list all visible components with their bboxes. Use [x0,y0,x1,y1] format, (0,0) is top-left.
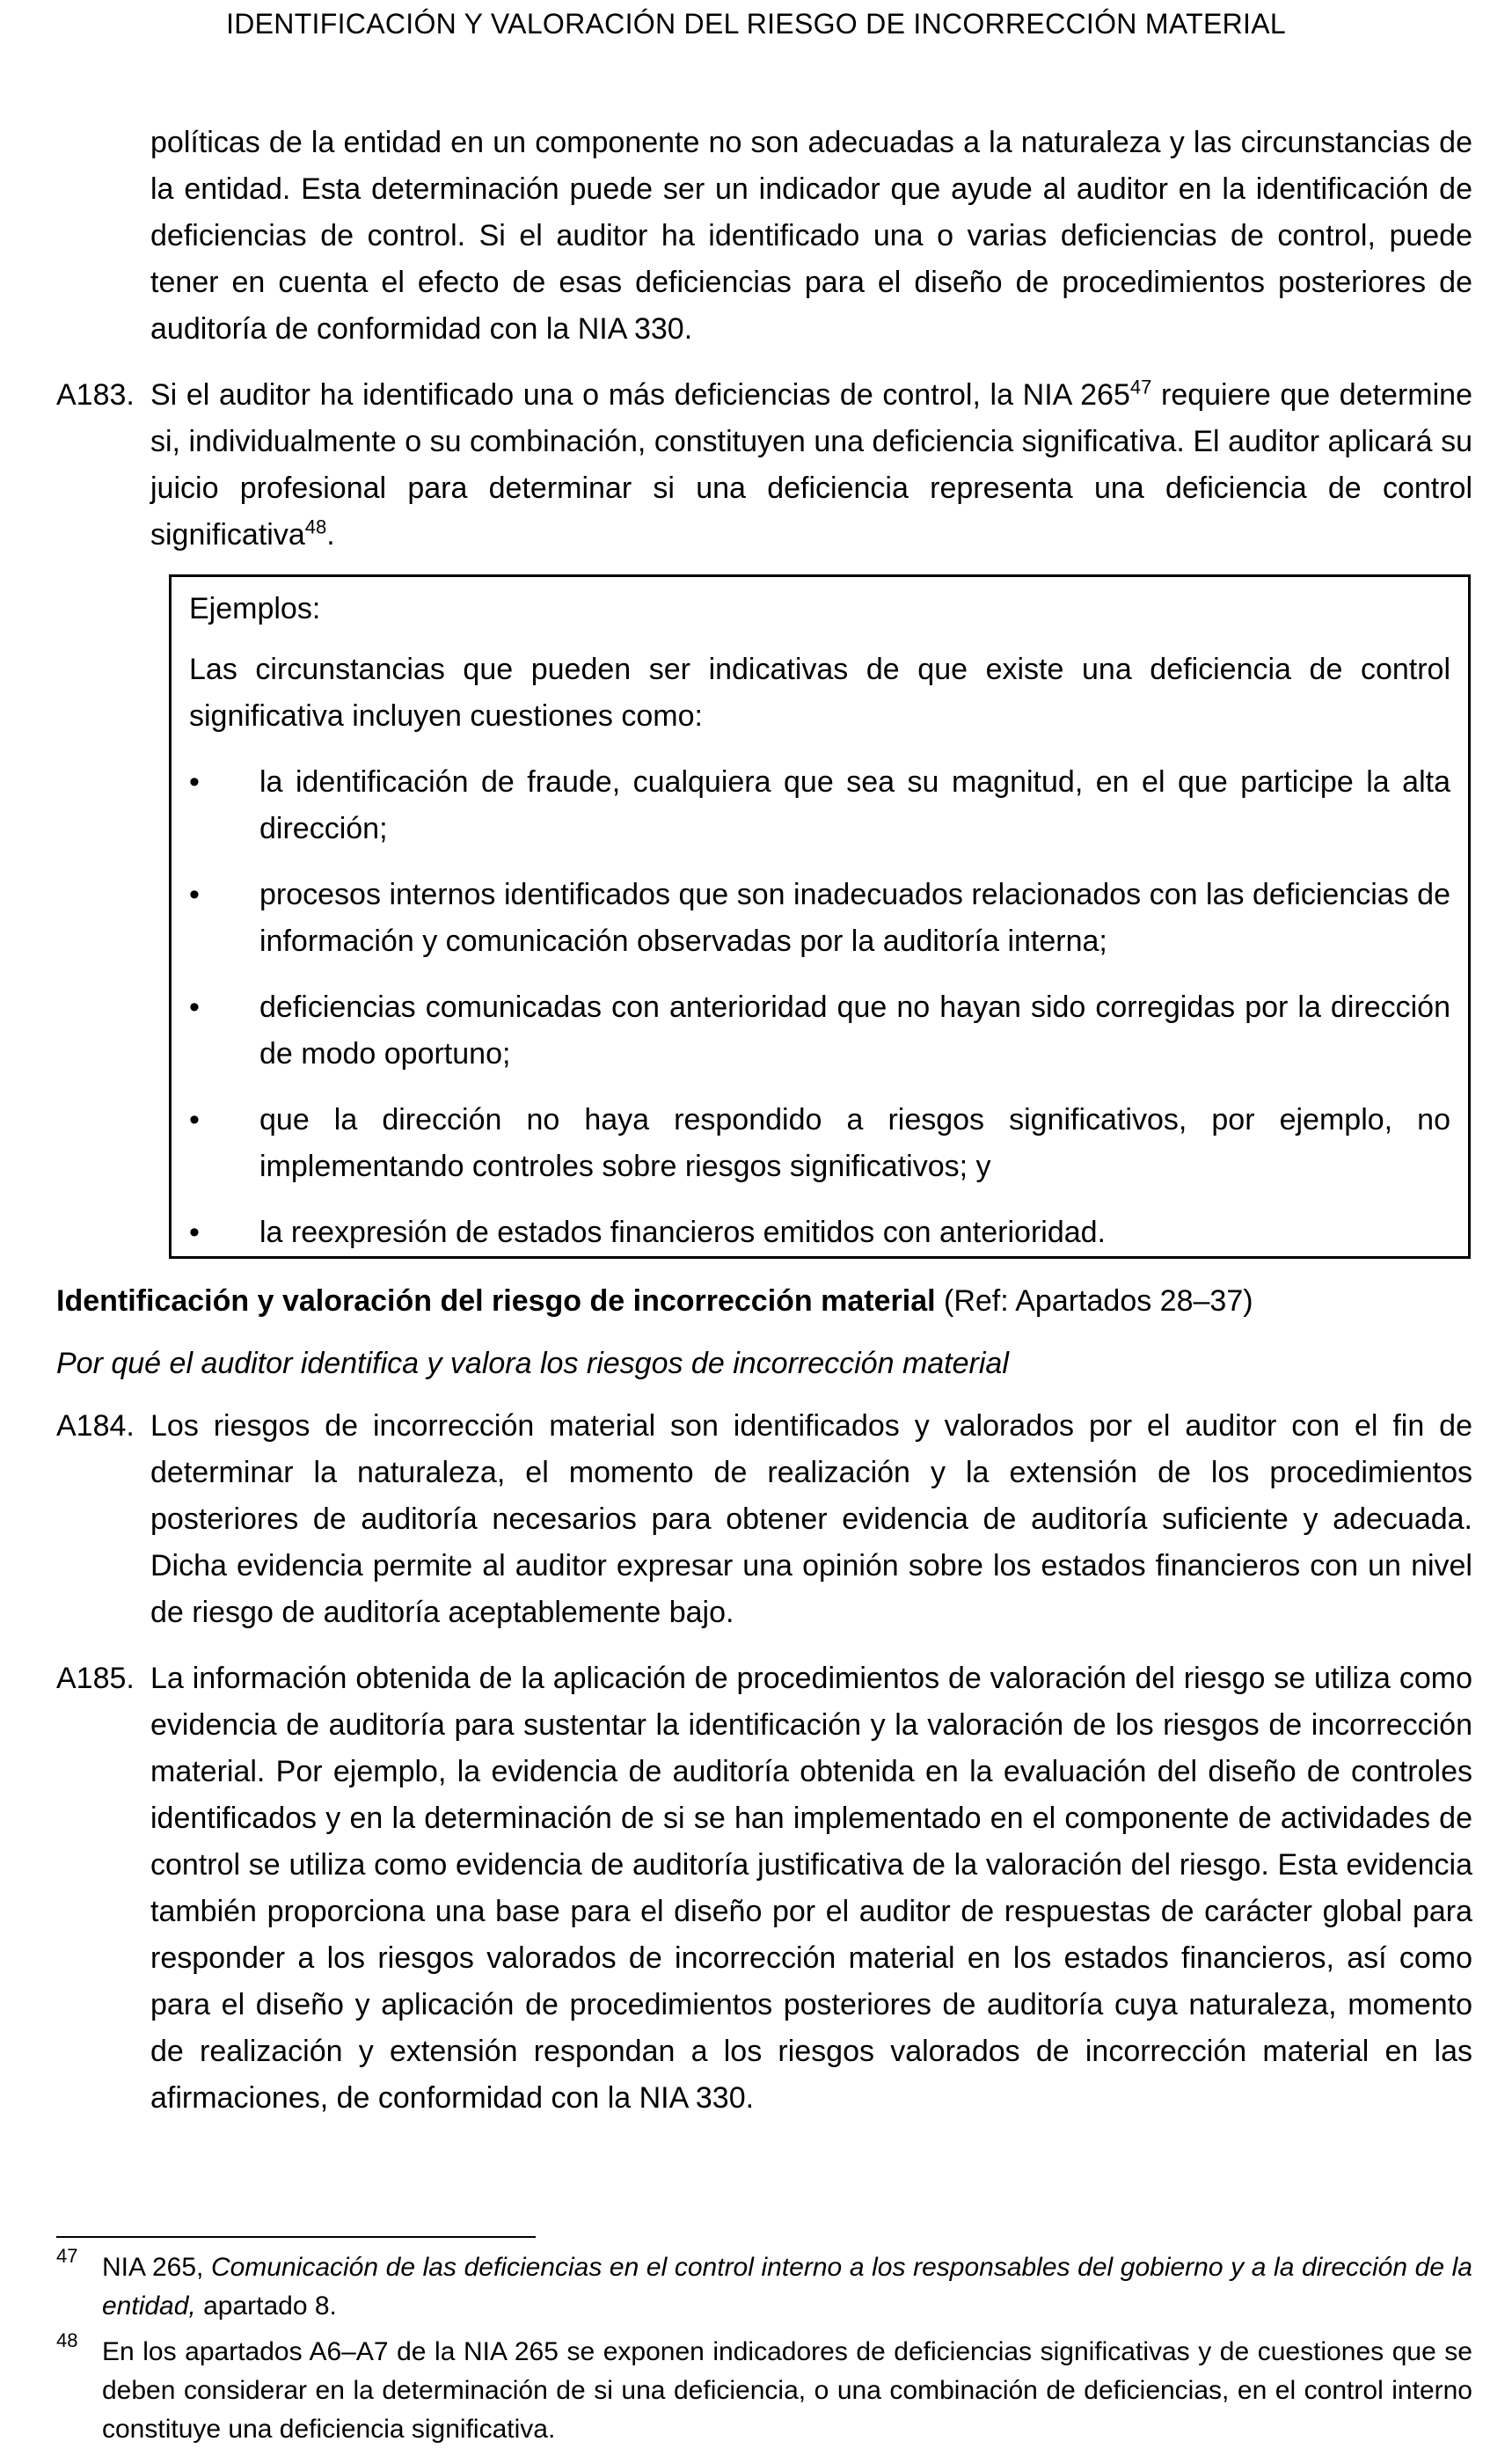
bullet-icon: • [189,1216,200,1249]
paragraph-number: A183. [56,378,135,412]
footnote-ref-47[interactable]: 47 [1129,376,1152,398]
bullet-icon: • [189,1103,200,1137]
continued-paragraph [56,120,1472,353]
bullet-icon: • [189,990,200,1024]
paragraph-a184 [56,1403,1472,1636]
footnote-text: En los apartados A6‒A7 de la NIA 265 se exponen indicadores de deficiencias significativas y de cuestiones que se deben considerar en la determinación de si una deficiencia, o una combinación de deficiencias, en el control interno constituye una deficiencia significativa. [102,2337,1472,2444]
paragraph-text: Si el auditor ha identificado una o más deficiencias de control, la NIA 265 [150,378,1130,412]
paragraph-text: . [326,518,335,552]
list-item-text: procesos internos identificados que son inadecuados relacionados con las deficiencias de información y comunicación observadas por la auditoría interna; [259,878,1450,958]
footnotes [56,2245,1472,2456]
examples-box [169,574,1471,1259]
list-item [189,1097,1450,1190]
footnote-text: apartado 8. [195,2292,337,2321]
paragraph-text: La información obtenida de la aplicación de procedimientos de valoración del riesgo se utiliza como evidencia de auditoría para sustentar la identificación y la valoración de los riesgos de incorrección material. Por ejemplo, la evidencia de auditoría obtenida en la evaluación del diseño de controles identificados y en la determinación de si se han implementado en el componente de actividades de control se utiliza como evidencia de auditoría justificativa de la valoración del riesgo. Esta evidencia también proporciona una base para el diseño por el auditor de respuestas de carácter global para responder a los riesgos valorados de incorrección material en los estados financieros, así como para el diseño y aplicación de procedimientos posteriores de auditoría cuya naturaleza, momento de realización y extensión respondan a los riesgos valorados de incorrección material en las afirmaciones, de conformidad con la NIA 330. [150,1662,1472,2115]
page-body [56,120,1472,2141]
examples-intro: Las circunstancias que pueden ser indicativas de que existe una deficiencia de control significativa incluyen cuestiones como: [189,653,1450,733]
paragraph-a183 [56,372,1472,559]
bullet-icon: • [189,765,200,799]
footnote-separator [56,2236,536,2238]
footnote-title: Comunicación de las deficiencias en el control interno a los responsables del gobierno y a la dirección de la entidad, [102,2253,1472,2321]
continued-paragraph-text: políticas de la entidad en un componente no son adecuadas a la naturaleza y las circunstancias de la entidad. Esta determinación puede ser un indicador que ayude al auditor en la identificación de deficiencias de control. Si el auditor ha identificado una o varias deficiencias de control, puede tener en cuenta el efecto de esas deficiencias para el diseño de procedimientos posteriores de auditoría de conformidad con la NIA 330. [150,126,1472,346]
list-item-text: deficiencias comunicadas con anterioridad que no hayan sido corregidas por la dirección de modo oportuno; [259,990,1450,1071]
paragraph-text: Los riesgos de incorrección material son identificados y valorados por el auditor con el fin de determinar la naturaleza, el momento de realización y la extensión de los procedimientos posteriores de auditoría necesarios para obtener evidencia de auditoría suficiente y adecuada. Dicha evidencia permite al auditor expresar una opinión sobre los estados financieros con un nivel de riesgo de auditoría aceptablemente bajo. [150,1409,1472,1629]
section-title: Identificación y valoración del riesgo de incorrección material [56,1284,936,1318]
examples-label: Ejemplos: [189,592,321,625]
paragraph-number: A185. [56,1662,135,1695]
list-item [189,759,1450,852]
footnote-text: NIA 265, [102,2253,211,2282]
paragraph-text: requiere que determine si, individualmente o su combinación, constituyen una deficiencia significativa. El auditor aplicará su juicio profesional para determinar si una deficiencia representa una deficiencia de control significativa [150,378,1472,552]
section-reference: (Ref: Apartados 28‒37) [935,1284,1253,1318]
running-header: IDENTIFICACIÓN Y VALORACIÓN DEL RIESGO DE INCORRECCIÓN MATERIAL [226,8,1286,40]
section-subheading: Por qué el auditor identifica y valora los riesgos de incorrección material [56,1347,1009,1380]
list-item [189,1210,1450,1256]
footnote-ref-48[interactable]: 48 [304,515,327,538]
section-heading [56,1278,1472,1325]
footnote-47 [56,2245,1472,2326]
examples-list [189,759,1450,1256]
paragraph-a185 [56,1656,1472,2122]
list-item [189,984,1450,1078]
footnote-number: 47 [56,2245,78,2267]
footnote-48 [56,2329,1472,2449]
list-item-text: la identificación de fraude, cualquiera que sea su magnitud, en el que participe la alta dirección; [259,765,1450,845]
list-item-text: la reexpresión de estados financieros emitidos con anterioridad. [259,1216,1106,1249]
paragraph-number: A184. [56,1409,135,1443]
footnote-number: 48 [56,2329,78,2351]
bullet-icon: • [189,878,200,911]
list-item-text: que la dirección no haya respondido a riesgos significativos, por ejemplo, no implementando controles sobre riesgos significativos; y [259,1103,1450,1183]
list-item [189,872,1450,965]
